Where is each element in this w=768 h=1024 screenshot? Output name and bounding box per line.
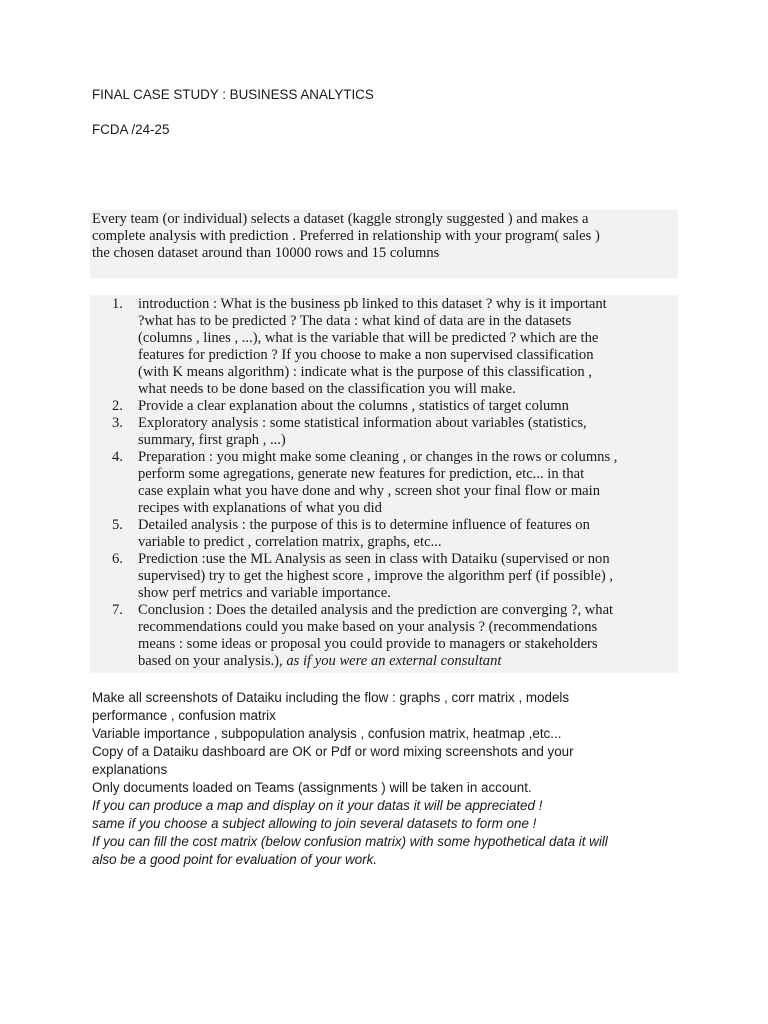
step-line: means : some ideas or proposal you could provide to managers or stakeholders <box>138 636 598 652</box>
step-line <box>138 653 672 670</box>
note-line-italic: If you can fill the cost matrix (below confusion matrix) with some hypothetical data it will <box>92 834 608 849</box>
step-line-text: based on your analysis.), <box>138 653 287 669</box>
intro-line: complete analysis with prediction . Preferred in relationship with your program( sales ) <box>92 228 600 244</box>
step-number: 7. <box>112 602 123 618</box>
step-line: recommendations could you make based on your analysis ? (recommendations <box>138 619 598 635</box>
step-line: Prediction :use the ML Analysis as seen in class with Dataiku (supervised or non <box>138 551 610 567</box>
step-line-italic: as if you were an external consultant <box>286 653 502 669</box>
step-number: 5. <box>112 517 123 533</box>
intro-line: Every team (or individual) selects a dataset (kaggle strongly suggested ) and makes a <box>92 211 589 227</box>
step-line: show perf metrics and variable importance. <box>138 585 391 601</box>
step-line: (with K means algorithm) : indicate what is the purpose of this classification , <box>138 364 592 380</box>
course-code: FCDA /24-25 <box>92 122 170 137</box>
step-line: what needs to be done based on the classification you will make. <box>138 381 516 397</box>
step-line: Detailed analysis : the purpose of this is to determine influence of features on <box>138 517 590 533</box>
step-number: 6. <box>112 551 123 567</box>
note-line: explanations <box>92 762 168 777</box>
step-line: case explain what you have done and why , screen shot your final flow or main <box>138 483 600 499</box>
step-item <box>90 602 678 670</box>
step-item <box>90 551 678 602</box>
steps-box <box>90 295 678 673</box>
step-number: 4. <box>112 449 123 465</box>
step-item <box>90 517 678 551</box>
step-line: Provide a clear explanation about the columns , statistics of target column <box>138 398 569 414</box>
step-item <box>90 449 678 517</box>
note-line: Only documents loaded on Teams (assignments ) will be taken in account. <box>92 780 532 795</box>
step-line: summary, first graph , ...) <box>138 432 286 448</box>
step-item <box>90 296 678 398</box>
step-line: Preparation : you might make some cleaning , or changes in the rows or columns , <box>138 449 618 465</box>
note-line-italic: If you can produce a map and display on it your datas it will be appreciated ! <box>92 798 543 813</box>
step-number: 3. <box>112 415 123 431</box>
step-number: 2. <box>112 398 123 414</box>
intro-paragraph <box>90 210 678 278</box>
step-line: (columns , lines , ...), what is the variable that will be predicted ? which are the <box>138 330 599 346</box>
step-line: recipes with explanations of what you did <box>138 500 382 516</box>
step-line: Exploratory analysis : some statistical information about variables (statistics, <box>138 415 587 431</box>
document-title: FINAL CASE STUDY : BUSINESS ANALYTICS <box>92 87 374 102</box>
note-line: Variable importance , subpopulation analysis , confusion matrix, heatmap ,etc... <box>92 726 562 741</box>
step-line: introduction : What is the business pb linked to this dataset ? why is it important <box>138 296 607 312</box>
note-line: Make all screenshots of Dataiku including the flow : graphs , corr matrix , models <box>92 690 570 705</box>
step-line: supervised) try to get the highest score , improve the algorithm perf (if possible) , <box>138 568 613 584</box>
step-line: perform some agregations, generate new features for prediction, etc... in that <box>138 466 585 482</box>
note-line-italic: same if you choose a subject allowing to join several datasets to form one ! <box>92 816 537 831</box>
step-item <box>90 398 678 415</box>
step-number: 1. <box>112 296 123 312</box>
step-item <box>90 415 678 449</box>
note-line-italic: also be a good point for evaluation of your work. <box>92 852 378 867</box>
notes-section <box>92 689 692 869</box>
intro-line: the chosen dataset around than 10000 rows and 15 columns <box>92 245 440 261</box>
note-line: Copy of a Dataiku dashboard are OK or Pdf or word mixing screenshots and your <box>92 744 574 759</box>
step-line: Conclusion : Does the detailed analysis and the prediction are converging ?, what <box>138 602 614 618</box>
step-line: ?what has to be predicted ? The data : what kind of data are in the datasets <box>138 313 572 329</box>
step-line: variable to predict , correlation matrix, graphs, etc... <box>138 534 442 550</box>
steps-list <box>90 296 678 670</box>
note-line: performance , confusion matrix <box>92 708 276 723</box>
step-line: features for prediction ? If you choose to make a non supervised classification <box>138 347 594 363</box>
